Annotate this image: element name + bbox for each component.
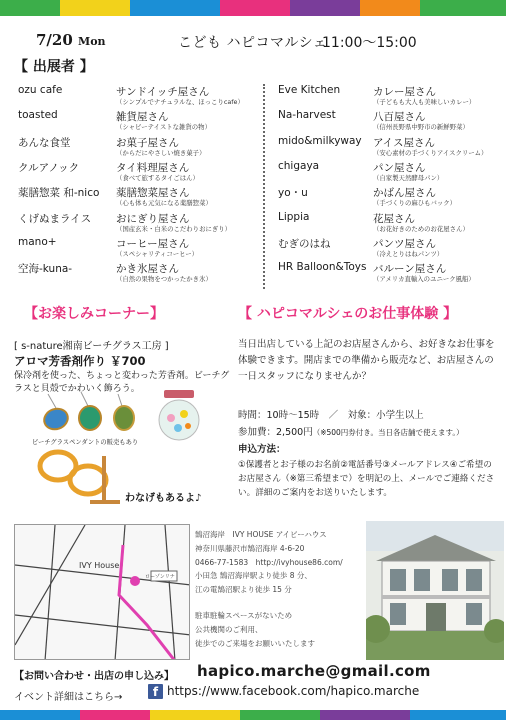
exhibitor-description: （食べて旅するタイごはん） bbox=[116, 173, 199, 182]
event-detail-lead: イベント詳細はこちら→ bbox=[14, 692, 123, 703]
job-apply-label: 申込方法： bbox=[238, 444, 286, 455]
exhibitor-category: カレー屋さん bbox=[373, 86, 436, 98]
exhibitor-category: パン屋さん bbox=[373, 161, 426, 174]
exhibitor-description: （アメリカ直輸入のユニーク風船） bbox=[373, 275, 475, 284]
job-time-target: 時間：10時〜15時 ／ 対象：小学生以上 bbox=[238, 410, 424, 421]
exhibitor-category: お菓子屋さん bbox=[116, 136, 179, 149]
exhibitor-description: （冷えとりはねパンツ） bbox=[373, 249, 444, 258]
venue-phone-web: 0466-77-1583 http://ivyhouse86.com/ bbox=[195, 557, 343, 567]
facebook-icon: f bbox=[148, 684, 163, 699]
exhibitor-description: （手づくりの麻ひもバック） bbox=[373, 199, 457, 208]
exhibitor-category: かばん屋さん bbox=[373, 187, 436, 200]
ring-toss-note: わなげもあるよ♪ bbox=[125, 493, 202, 504]
exhibitor-category: 八百屋さん bbox=[373, 111, 426, 124]
venue-parking-3: 徒歩でのご来場をお願いいたします bbox=[195, 638, 315, 648]
exhibitor-category: 花屋さん bbox=[373, 212, 415, 225]
venue-access-2: 江の電鵠沼駅より徒歩 15 分 bbox=[195, 585, 292, 595]
top-color-stripe bbox=[0, 0, 506, 16]
venue-house-photo bbox=[366, 521, 504, 660]
exhibitor-description: （子どもも大人も美味しいカレー） bbox=[373, 98, 476, 106]
job-fee: 参加費：2,500円（※500円券付き。当日各店舗で使えます。） bbox=[238, 427, 464, 438]
exhibitor-description: （自然の果物をつかったかき氷） bbox=[116, 275, 212, 284]
workshop-organizer: [ s-nature湘南ビーチグラス工房 ] bbox=[14, 341, 169, 352]
exhibitor-name: Na-harvest bbox=[278, 109, 336, 122]
venue-map bbox=[14, 524, 190, 660]
venue-address: 神奈川県藤沢市鵠沼海岸 4-6-20 bbox=[195, 543, 305, 553]
exhibitor-name: chigaya bbox=[278, 159, 320, 172]
event-time: 11:00〜15:00 bbox=[322, 35, 417, 51]
exhibitor-category: サンドイッチ屋さん bbox=[116, 86, 210, 98]
venue-parking-2: 公共機関のご利用、 bbox=[195, 624, 263, 634]
exhibitor-category: おにぎり屋さん bbox=[116, 212, 190, 225]
exhibitor-category: 雑貨屋さん bbox=[116, 111, 169, 124]
exhibitor-name: むぎのはね bbox=[278, 237, 331, 250]
event-date: 7/20 Mon bbox=[36, 31, 106, 49]
event-title: こども ハピコマルシェ bbox=[178, 35, 328, 51]
exhibitor-description: （安心素材の手づくりアイスクリーム） bbox=[373, 148, 488, 157]
exhibitors-heading: 【 出展者 】 bbox=[14, 59, 94, 75]
exhibitor-name: yo・u bbox=[278, 187, 308, 200]
pendant-caption: ビーチグラスペンダントの販売もあり bbox=[32, 439, 139, 446]
exhibitor-name: mido&milkyway bbox=[278, 134, 362, 147]
exhibitor-name: 空海-kuna- bbox=[18, 263, 73, 276]
exhibitor-category: 薬膳惣菜屋さん bbox=[116, 187, 190, 200]
exhibitor-description: （からだにやさしい焼き菓子） bbox=[116, 148, 206, 157]
event-weekday: Mon bbox=[78, 35, 106, 48]
job-experience-heading: 【 ハピコマルシェのお仕事体験 】 bbox=[238, 306, 458, 322]
exhibitor-description: （心も体も元気になる薬膳惣菜） bbox=[116, 199, 212, 208]
column-divider bbox=[263, 84, 265, 289]
exhibitor-description: （国産玄米・白米のこだわりおにぎり） bbox=[116, 224, 232, 233]
contact-email[interactable]: hapico.marche@gmail.com bbox=[197, 662, 431, 680]
job-apply-text: ①保護者とお子様のお名前②電話番号③メールアドレス④ご希望のお店屋さん（※第三希望まで）を明記の上、メールでご連絡ください。詳細のご案内をお送りいたします。 bbox=[238, 460, 495, 498]
exhibitor-category: バルーン屋さん bbox=[373, 263, 447, 276]
map-venue-label: IVY House bbox=[79, 561, 120, 570]
workshop-title: アロマ芳香剤作り ￥700 bbox=[14, 354, 146, 368]
exhibitor-name: mano+ bbox=[18, 235, 57, 248]
job-intro: 当日出店している上記のお店屋さんから、お好きなお仕事を体験できます。開店までの準備から販売など、お店屋さんの一日スタッフになりませんか？ bbox=[238, 339, 495, 382]
exhibitor-category: パンツ屋さん bbox=[373, 237, 436, 250]
exhibitor-category: コーヒー屋さん bbox=[116, 237, 190, 250]
enjoy-corner-heading: 【お楽しみコーナー】 bbox=[24, 306, 164, 322]
exhibitor-name: HR Balloon&Toys bbox=[278, 261, 367, 274]
exhibitor-description: （信州長野県中野市の新鮮野菜） bbox=[373, 123, 469, 132]
exhibitor-name: あんな食堂 bbox=[18, 136, 71, 149]
venue-name: 鵠沼海岸 IVY HOUSE アイビーハウス bbox=[195, 530, 327, 539]
exhibitor-description: （自家製天然酵母パン） bbox=[373, 173, 444, 182]
exhibitor-category: かき氷屋さん bbox=[116, 263, 179, 276]
exhibitor-name: ozu cafe bbox=[18, 84, 63, 96]
exhibitor-name: toasted bbox=[18, 109, 58, 122]
bottom-color-stripe bbox=[0, 710, 506, 720]
exhibitor-name: Eve Kitchen bbox=[278, 84, 341, 96]
venue-parking-1: 駐車駐輪スペースがないため bbox=[195, 610, 293, 620]
facebook-link[interactable]: https://www.facebook.com/hapico.marche bbox=[167, 684, 420, 698]
beach-glass-products-image bbox=[26, 388, 226, 442]
exhibitor-name: 薬膳惣菜 和-nico bbox=[18, 187, 100, 200]
ring-toss-image bbox=[30, 446, 130, 510]
exhibitor-name: クルアノック bbox=[18, 161, 80, 174]
map-store-label: ローゾンリナ bbox=[145, 574, 175, 580]
exhibitor-name: Lippia bbox=[278, 210, 310, 223]
workshop-description: 保冷剤を使った、ちょっと変わった芳香剤。ビーチグラスと貝殻でかわいく飾ろう。 bbox=[14, 371, 230, 394]
exhibitor-description: （シンプルでナチュラルな、ほっこりcafe） bbox=[116, 98, 244, 106]
exhibitor-description: （シャビーテイストな雑貨の物） bbox=[116, 123, 211, 132]
exhibitor-description: （お花好きのためのお花屋さん） bbox=[373, 224, 469, 233]
exhibitor-name: くげぬまライス bbox=[18, 212, 92, 225]
contact-heading: 【お問い合わせ・出店の申し込み】 bbox=[14, 671, 174, 682]
venue-info bbox=[195, 528, 355, 650]
exhibitor-category: タイ料理屋さん bbox=[116, 161, 190, 174]
exhibitor-description: （スペシャリティコーヒー） bbox=[116, 249, 199, 258]
exhibitor-category: アイス屋さん bbox=[373, 136, 435, 149]
venue-access-1: 小田急 鵠沼海岸駅より徒歩 8 分、 bbox=[195, 571, 312, 581]
